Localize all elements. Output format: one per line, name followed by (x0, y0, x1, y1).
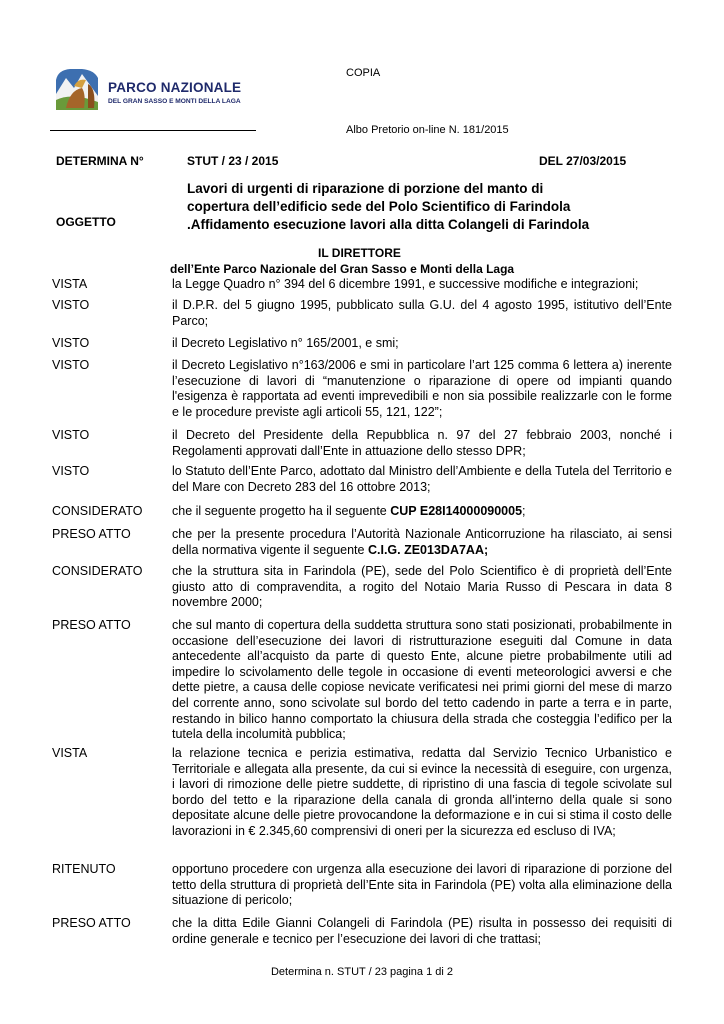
oggetto-line: .Affidamento esecuzione lavori alla ditta Colangeli di Farindola (187, 217, 590, 232)
entry-text: il D.P.R. del 5 giugno 1995, pubblicato sulla G.U. del 4 agosto 1995, istitutivo dell’Ente Parco; (172, 298, 672, 328)
entry-text: lo Statuto dell’Ente Parco, adottato dal Ministro dell’Ambiente e della Tutela del Territorio e del Mare con Decreto 283 del 16 ottobre 2013; (172, 464, 672, 494)
entry-text (172, 527, 672, 558)
page-footer: Determina n. STUT / 23 pagina 1 di 2 (270, 966, 453, 978)
cig-code: C.I.G. ZE013DA7AA; (367, 542, 489, 557)
entry-label: VISTA (52, 277, 88, 291)
entry-text (172, 504, 672, 520)
determina-number: STUT / 23 / 2015 (187, 154, 279, 168)
entry-label: CONSIDERATO (52, 564, 143, 578)
entry-label: VISTO (52, 464, 90, 478)
entry-text: la Legge Quadro n° 394 del 6 dicembre 1991, e successive modifiche e integrazioni; (172, 277, 639, 291)
entry-text-part: che il seguente progetto ha il seguente (172, 504, 391, 518)
oggetto-line: copertura dell’edificio sede del Polo Scientifico di Farindola (187, 199, 571, 214)
entry-label: VISTO (52, 358, 90, 372)
entry-text: il Decreto del Presidente della Repubblica n. 97 del 27 febbraio 2003, nonché i Regolamenti approvati dall’Ente in attuazione dello stesso DPR; (172, 428, 672, 458)
albo-pretorio: Albo Pretorio on-line N. 181/2015 (346, 124, 509, 136)
entry-label: PRESO ATTO (52, 618, 131, 632)
park-emblem-icon (52, 64, 102, 114)
entry-label: RITENUTO (52, 862, 116, 876)
direttore-title: IL DIRETTORE (318, 246, 401, 260)
copia-label: COPIA (346, 67, 381, 79)
determina-date: DEL 27/03/2015 (539, 154, 627, 168)
oggetto-line: Lavori di urgenti di riparazione di porzione del manto di (187, 181, 544, 196)
determina-label: DETERMINA N° (56, 154, 144, 168)
park-logo (52, 64, 262, 114)
logo-title: PARCO NAZIONALE (108, 80, 242, 95)
oggetto-text (187, 180, 637, 234)
logo-subtitle: DEL GRAN SASSO E MONTI DELLA LAGA (108, 98, 241, 105)
entry-label: VISTO (52, 298, 90, 312)
entry-text: il Decreto Legislativo n°163/2006 e smi in particolare l’art 125 comma 6 lettera a) inerente l’esecuzione di lavori di “manutenzione o riparazione di opere od impianti quando l'esigenza è rapportata ad eventi imprevedibili e non sia possibile realizzarle con le forme e le procedure previste agli articoli 55, 121, 122”; (172, 358, 672, 419)
entry-text: che la struttura sita in Farindola (PE), sede del Polo Scientifico è di proprietà dell’Ente giusto atto di compravendita, a rogito del Notaio Maria Russo di Pescara in data 8 novembre 2000; (172, 564, 672, 610)
oggetto-label: OGGETTO (56, 215, 116, 229)
entry-text-part: ; (522, 504, 526, 518)
entry-label: VISTO (52, 336, 90, 350)
header-divider (50, 130, 256, 131)
entry-text: che sul manto di copertura della suddetta struttura sono stati posizionati, probabilmente in occasione dell’esecuzione dei lavori di ristrutturazione eseguiti dal Comune in data antecedente all’acquisto da parte di questo Ente, alcune pietre probabilmente utili ad impedire lo scivolamento delle tegole in occasione di eventi meteorologici avversi e che dette pietre, a causa delle copiose nevicate verificatesi nei primi giorni del mese di marzo del corrente anno, sono scivolate sul bordo del tetto cadendo in parte a terra e in parte, restando in bilico hanno comportato la chiusura della strada che costeggia l’edifico per la tutela della incolumità pubblica; (172, 618, 672, 742)
entry-label: CONSIDERATO (52, 504, 143, 518)
cup-code: CUP E28I14000090005 (390, 504, 523, 518)
entry-text-part: che per la presente procedura l’Autorità Nazionale Anticorruzione ha rilasciato, ai sensi della normativa vigente il seguente (172, 527, 672, 557)
entry-text: che la ditta Edile Gianni Colangeli di Farindola (PE) risulta in possesso dei requisiti di ordine generale e tecnico per l’esecuzione dei lavori di che trattasi; (172, 916, 672, 946)
entry-label: PRESO ATTO (52, 916, 131, 930)
entry-label: VISTO (52, 428, 90, 442)
entry-text: la relazione tecnica e perizia estimativa, redatta dal Servizio Tecnico Urbanistico e Territoriale e allegata alla presente, da cui si evince la necessità di eseguire, con urgenza, i lavori di rimozione delle pietre suddette, di ripristino di una fascia di tegole scivolate sul bordo del tetto e la riparazione della canala di gronda all’interno della quale si sono depositate alcune delle pietre provocandone la deformazione e in cui si stima il costo delle lavorazioni in € 2.345,60 comprensivi di oneri per la sicurezza ed escluso di IVA; (172, 746, 672, 838)
entry-label: PRESO ATTO (52, 527, 131, 541)
ente-line: dell’Ente Parco Nazionale del Gran Sasso e Monti della Laga (170, 262, 515, 276)
entry-text: il Decreto Legislativo n° 165/2001, e smi; (172, 336, 399, 350)
entry-label: VISTA (52, 746, 88, 760)
entry-text: opportuno procedere con urgenza alla esecuzione dei lavori di riparazione di porzione del tetto della struttura di proprietà dell’Ente sita in Farindola (PE) volta alla eliminazione della situazione di pericolo; (172, 862, 672, 908)
